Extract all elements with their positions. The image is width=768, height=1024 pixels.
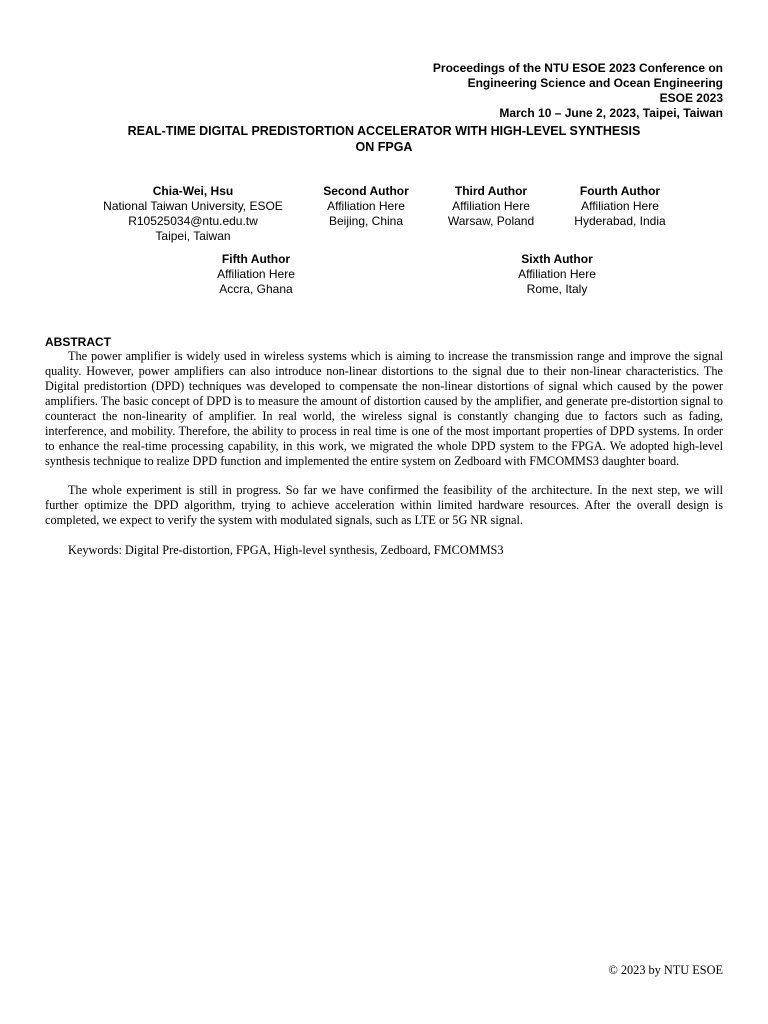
author-block-5 (217, 252, 295, 297)
keywords-line: Keywords: Digital Pre-distortion, FPGA, High-level synthesis, Zedboard, FMCOMMS3 (68, 543, 504, 557)
title-line-1: REAL-TIME DIGITAL PREDISTORTION ACCELERATOR WITH HIGH-LEVEL SYNTHESIS (127, 124, 641, 138)
author-affiliation: Affiliation Here (581, 199, 659, 213)
author-location: Hyderabad, India (574, 214, 666, 228)
author-name: Sixth Author (521, 252, 593, 266)
author-affiliation: National Taiwan University, ESOE (103, 199, 283, 213)
abstract-heading: ABSTRACT (45, 335, 111, 349)
author-name: Third Author (454, 184, 528, 198)
author-affiliation: Affiliation Here (327, 199, 405, 213)
copyright-footer: © 2023 by NTU ESOE (608, 963, 723, 977)
author-location: Beijing, China (328, 214, 404, 228)
author-affiliation: Affiliation Here (217, 267, 295, 281)
header-line-4: March 10 – June 2, 2023, Taipei, Taiwan (499, 106, 723, 120)
author-location: Warsaw, Poland (447, 214, 535, 228)
author-block-4 (574, 184, 665, 229)
header-line-1: Proceedings of the NTU ESOE 2023 Conference on (432, 61, 723, 75)
author-name: Fifth Author (221, 252, 291, 266)
author-name: Fourth Author (579, 184, 661, 198)
author-email: R10525034@ntu.edu.tw (128, 214, 258, 228)
author-affiliation: Affiliation Here (518, 267, 596, 281)
abstract-paragraph-2: The whole experiment is still in progress. So far we have confirmed the feasibility of the architecture. In the next step, we will further optimize the DPD algorithm, trying to achieve acceleration within limited hardware resources. After the overall design is completed, we expect to verify the system with modulated signals, such as LTE or 5G NR signal. (45, 483, 723, 527)
author-block-3 (448, 184, 534, 229)
author-name: Second Author (323, 184, 409, 198)
header-line-3: ESOE 2023 (659, 91, 723, 105)
conference-header (433, 61, 723, 121)
author-block-6 (518, 252, 596, 297)
author-name: Chia-Wei, Hsu (152, 184, 234, 198)
author-location: Rome, Italy (526, 282, 588, 296)
paper-title (0, 123, 768, 155)
abstract-paragraph-1: The power amplifier is widely used in wireless systems which is aiming to increase the transmission range and improve the signal quality. However, power amplifiers can also introduce non-linear distortions to the signal due to their non-linear characteristics. The Digital predistortion (DPD) techniques was developed to compensate the non-linear distortions of signal which caused by the power amplifiers. The basic concept of DPD is to measure the amount of distortion caused by the amplifier, and generate pre-distortion signal to counteract the non-linearity of amplifier. In real world, the wireless signal is constantly changing due to factors such as fading, interference, and mobility. Therefore, the ability to process in real time is one of the most important properties of DPD systems. In order to enhance the real-time processing capability, in this work, we migrated the whole DPD system to the FPGA. We adopted high-level synthesis technique to realize DPD function and implemented the entire system on Zedboard with FMCOMMS3 daughter board. (45, 349, 723, 468)
header-line-2: Engineering Science and Ocean Engineering (467, 76, 723, 90)
author-location: Accra, Ghana (219, 282, 293, 296)
author-location: Taipei, Taiwan (155, 229, 231, 243)
author-affiliation: Affiliation Here (452, 199, 530, 213)
author-block-2 (323, 184, 409, 229)
title-line-2: ON FPGA (355, 140, 413, 154)
author-block-1 (103, 184, 283, 244)
